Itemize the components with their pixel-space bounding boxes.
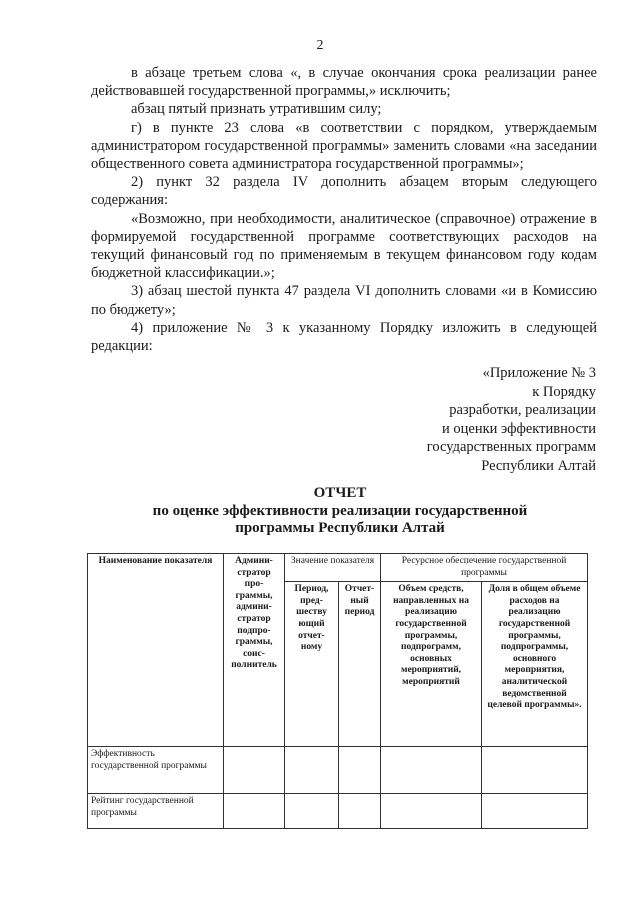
table-cell — [381, 747, 482, 794]
header-expense-share: Доля в общем объеме расходов на реализацию государственной программы, подпрограммы, основного мероприятия, аналитической ведомственной целевой программы». — [482, 582, 588, 747]
appendix-line: к Порядку — [532, 383, 596, 400]
report-title-block — [60, 485, 620, 538]
paragraph: абзац пятый признать утратившим силу; — [131, 101, 382, 118]
appendix-reference — [427, 364, 596, 476]
page-number: 2 — [316, 38, 324, 53]
row-label: Эффективность государственной программы — [88, 747, 224, 794]
table-cell — [224, 747, 285, 794]
appendix-line: и оценки эффективности — [442, 420, 596, 437]
appendix-line: «Приложение № 3 — [482, 365, 596, 381]
appendix-line: государственных программ — [426, 439, 596, 456]
table-cell — [285, 794, 339, 829]
header-resources: Ресурсное обеспечение государственной программы — [381, 554, 588, 582]
header-indicator-name: Наименование показателя — [88, 554, 224, 747]
table-cell — [482, 747, 588, 794]
report-subtitle: по оценке эффективности реализации государственной — [152, 502, 528, 519]
appendix-line: разработки, реализации — [449, 402, 596, 419]
table-row — [88, 747, 588, 794]
row-label: Рейтинг государственной программы — [88, 794, 224, 829]
report-title: ОТЧЕТ — [313, 485, 367, 501]
header-funds-volume: Объем средств, направленных на реализацию государственной программы, подпрограмм, основных мероприятий, мероприятий — [381, 582, 482, 747]
table-cell — [224, 794, 285, 829]
table-cell — [285, 747, 339, 794]
table-cell — [339, 747, 381, 794]
header-administrator: Админи-стратор про-граммы, админи-стратор подпро-граммы, соис-полнитель — [224, 554, 285, 747]
appendix-line: Республики Алтай — [481, 457, 596, 474]
paragraph: «Возможно, при необходимости, аналитическое (справочное) отражение в формируемой государственной программе соответствующих расходов на текущий финансовый год по применяемым в текущем финансовом году кодам бюджетной классификации.»; — [91, 210, 597, 282]
paragraph: 4) приложение № 3 к указанному Порядку изложить в следующей редакции: — [91, 319, 597, 355]
header-reporting-period: Отчет-ный период — [339, 582, 381, 747]
table-row — [88, 794, 588, 829]
paragraph: в абзаце третьем слова «, в случае окончания срока реализации ранее действовавшей государственной программы,» исключить; — [91, 65, 597, 100]
paragraph: 3) абзац шестой пункта 47 раздела VI дополнить словами «и в Комиссию по бюджету»; — [91, 283, 597, 318]
table-cell — [381, 794, 482, 829]
table-cell — [339, 794, 381, 829]
header-indicator-value: Значение показателя — [285, 554, 381, 582]
paragraph: г) в пункте 23 слова «в соответствии с порядком, утверждаемым администратором государственной программы» заменить словами «на заседании общественного совета администратора государственной программы»; — [91, 119, 597, 173]
header-previous-period: Период, пред-шеству ющий отчет-ному — [285, 582, 339, 747]
paragraph: 2) пункт 32 раздела IV дополнить абзацем вторым следующего содержания: — [91, 174, 597, 209]
report-table — [87, 553, 588, 829]
report-subtitle: программы Республики Алтай — [235, 520, 445, 536]
table-cell — [482, 794, 588, 829]
body-text — [91, 64, 597, 355]
